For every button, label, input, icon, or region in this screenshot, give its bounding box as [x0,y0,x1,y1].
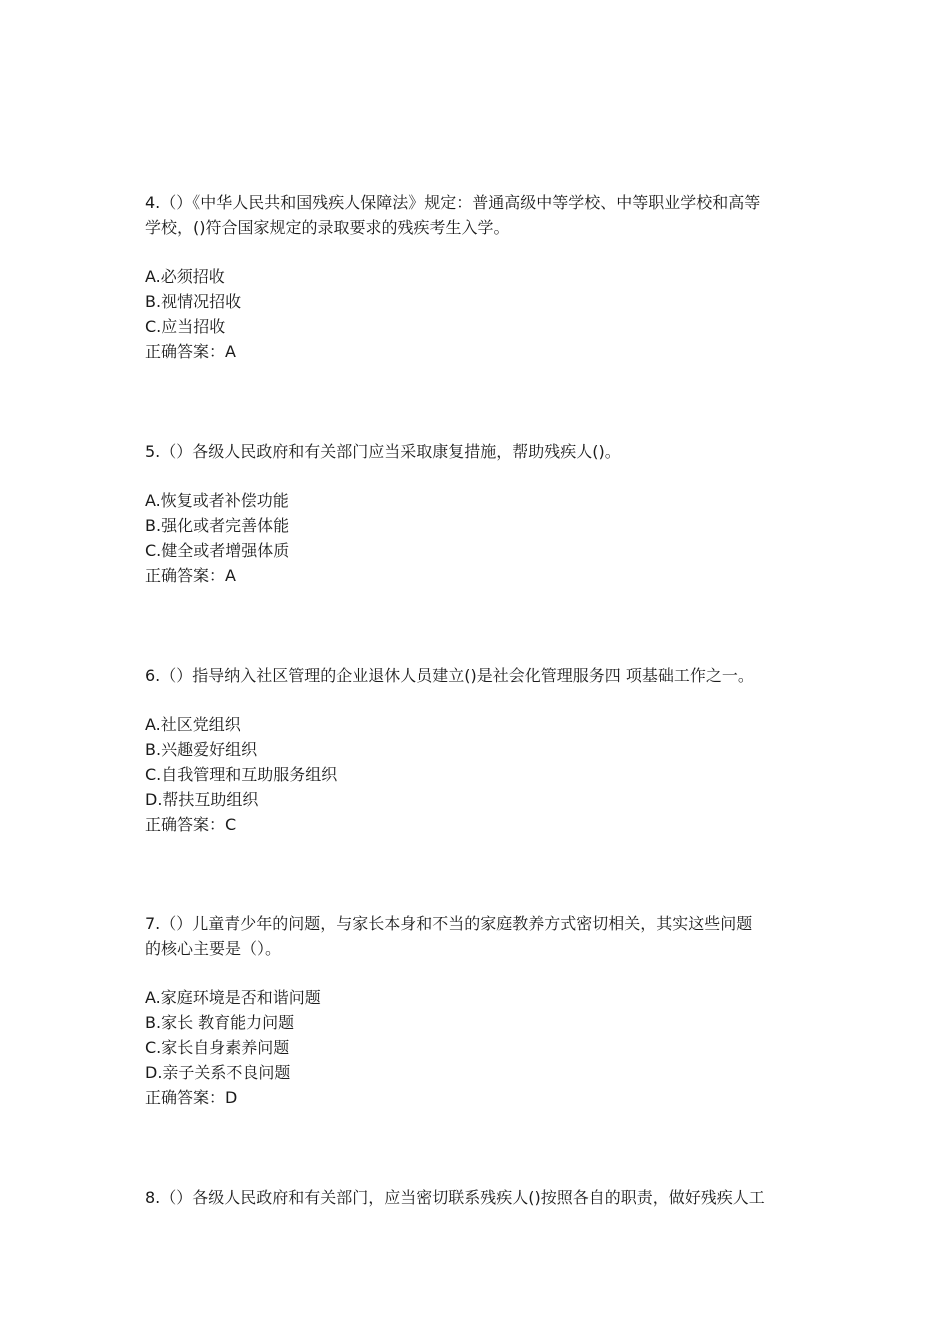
option-c: C.家长自身素养问题 [145,1038,290,1057]
question-8 [145,1185,815,1210]
option-a: A.必须招收 [145,267,225,286]
correct-answer: 正确答案：A [145,566,236,585]
question-stem [145,911,815,961]
option-a: A.恢复或者补偿功能 [145,491,289,510]
question-4 [145,190,815,364]
stem-line: 4.（）《中华人民共和国残疾人保障法》规定：普通高级中等学校、中等职业学校和高等 [145,193,761,212]
option-b: B.视情况招收 [145,292,242,311]
option-b: B.兴趣爱好组织 [145,740,258,759]
stem-line: 的核心主要是（）。 [145,939,282,958]
option-b: B.家长 教育能力问题 [145,1013,295,1032]
correct-answer: 正确答案：D [145,1088,238,1107]
stem-line: 8.（）各级人民政府和有关部门，应当密切联系残疾人()按照各自的职责，做好残疾人工 [145,1188,765,1207]
option-b: B.强化或者完善体能 [145,516,290,535]
option-c: C.应当招收 [145,317,226,336]
stem-line: 7.（）儿童青少年的问题，与家长本身和不当的家庭教养方式密切相关，其实这些问题 [145,914,753,933]
question-stem [145,1185,815,1210]
option-list [145,488,815,563]
option-list [145,264,815,339]
option-list [145,985,815,1085]
question-7 [145,911,815,1110]
option-d: D.帮扶互助组织 [145,790,259,809]
question-stem [145,663,815,688]
correct-answer: 正确答案：A [145,342,236,361]
option-d: D.亲子关系不良问题 [145,1063,291,1082]
stem-line: 5.（）各级人民政府和有关部门应当采取康复措施，帮助残疾人()。 [145,442,621,461]
option-a: A.社区党组织 [145,715,241,734]
question-stem [145,439,815,464]
option-c: C.健全或者增强体质 [145,541,290,560]
correct-answer: 正确答案：C [145,815,237,834]
option-c: C.自我管理和互助服务组织 [145,765,338,784]
question-6 [145,663,815,837]
question-5 [145,439,815,588]
stem-line: 6.（）指导纳入社区管理的企业退休人员建立()是社会化管理服务四 项基础工作之一。 [145,666,754,685]
stem-line: 学校，()符合国家规定的录取要求的残疾考生入学。 [145,218,510,237]
option-list [145,712,815,812]
question-stem [145,190,815,240]
option-a: A.家庭环境是否和谐问题 [145,988,321,1007]
